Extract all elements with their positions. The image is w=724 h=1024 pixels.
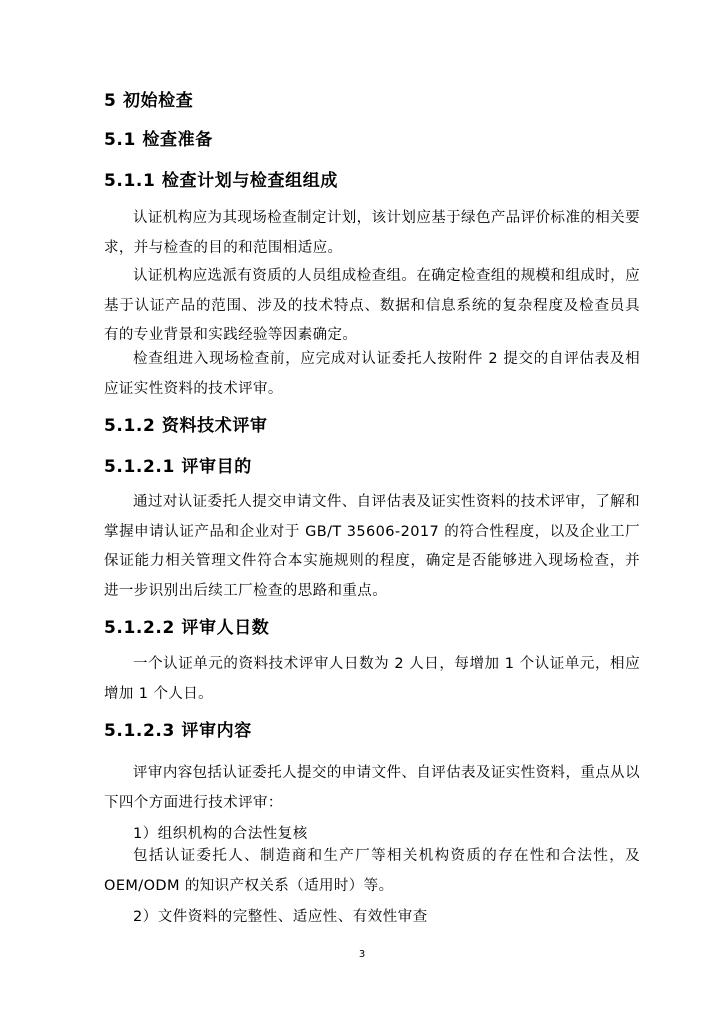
heading-5-1: 5.1 检查准备 bbox=[104, 130, 213, 150]
paragraph-plan-3: 检查组进入现场检查前，应完成对认证委托人按附件 2 提交的自评估表及相应证实性资料的技术评审。 bbox=[104, 351, 640, 397]
page-number: 3 bbox=[358, 949, 366, 960]
heading-5-1-2-3: 5.1.2.3 评审内容 bbox=[104, 721, 252, 741]
list-item-2: 2）文件资料的完整性、适应性、有效性审查 bbox=[133, 909, 428, 925]
heading-5-1-2: 5.1.2 资料技术评审 bbox=[104, 416, 268, 436]
heading-5-1-1: 5.1.1 检查计划与检查组组成 bbox=[104, 171, 338, 191]
paragraph-content-intro: 评审内容包括认证委托人提交的申请文件、自评估表及证实性资料，重点从以下四个方面进行技术评审： bbox=[104, 765, 640, 811]
paragraph-plan-1: 认证机构应为其现场检查制定计划，该计划应基于绿色产品评价标准的相关要求，并与检查的目的和范围相适应。 bbox=[104, 210, 640, 256]
heading-5: 5 初始检查 bbox=[104, 91, 194, 111]
paragraph-purpose: 通过对认证委托人提交申请文件、自评估表及证实性资料的技术评审，了解和掌握申请认证产品和企业对于 GB/T 35606-2017 的符合性程度，以及企业工厂保证能力相关管理文件符合本实施规则的程度，确定是否能够进入现场检查，并进一步识别出后续工厂检查的思路和重点。 bbox=[104, 494, 640, 599]
heading-5-1-2-1: 5.1.2.1 评审目的 bbox=[104, 457, 252, 477]
paragraph-item1-text: 包括认证委托人、制造商和生产厂等相关机构资质的存在性和合法性，及 OEM/ODM 的知识产权关系（适用时）等。 bbox=[104, 848, 640, 894]
paragraph-mandays: 一个认证单元的资料技术评审人日数为 2 人日，每增加 1 个认证单元，相应增加 1 个人日。 bbox=[104, 656, 640, 702]
paragraph-plan-2: 认证机构应选派有资质的人员组成检查组。在确定检查组的规模和组成时，应基于认证产品的范围、涉及的技术特点、数据和信息系统的复杂程度及检查员具有的专业背景和实践经验等因素确定。 bbox=[104, 268, 640, 343]
heading-5-1-2-2: 5.1.2.2 评审人日数 bbox=[104, 618, 270, 638]
list-item-1: 1）组织机构的合法性复核 bbox=[133, 826, 308, 842]
